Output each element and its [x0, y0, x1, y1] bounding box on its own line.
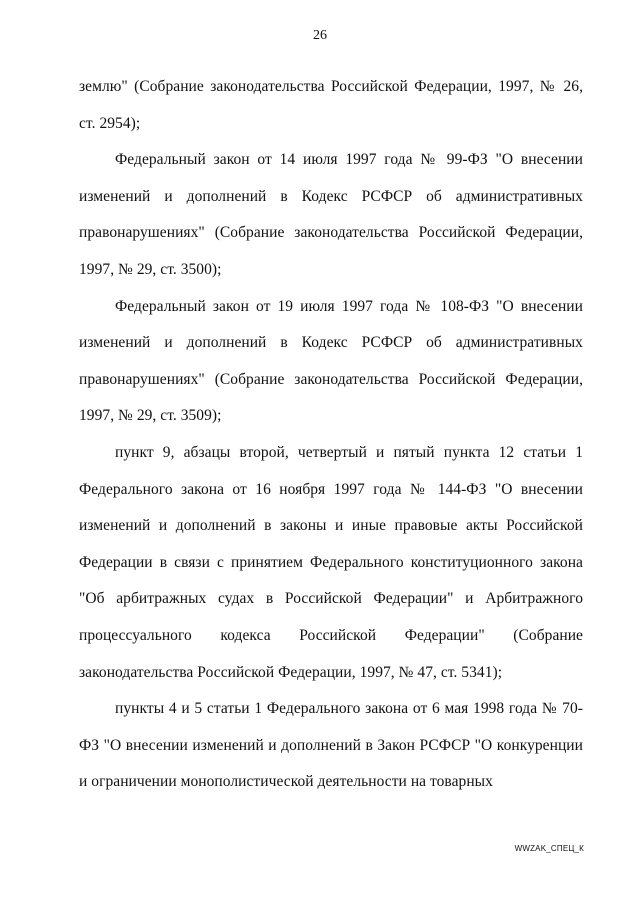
paragraph-law-144-fz: пункт 9, абзацы второй, четвертый и пятый пункта 12 статьи 1 Федерального закона от 16 ноября 1997 года № 144-ФЗ "О внесении изменений и дополнений в законы и иные правовые акты Российской Федерации в связи с принятием Федерального конституционного закона "Об арбитражных судах в Российской Федерации" и Арбитражного процессуального кодекса Российской Федерации" (Собрание законодательства Российской Федерации, 1997, № 47, ст. 5341); — [79, 443, 583, 681]
paragraph-continuation: землю" (Собрание законодательства Российской Федерации, 1997, № 26, ст. 2954); — [79, 78, 583, 132]
paragraph-law-108-fz: Федеральный закон от 19 июля 1997 года № 108-ФЗ "О внесении изменений и дополнений в Кодекс РСФСР об административных правонарушениях" (Собрание законодательства Российской Федерации, 1997, № 29, ст. 3509); — [79, 297, 583, 425]
document-body — [79, 69, 583, 801]
footer-document-code: WWZAK_СПЕЦ_К — [514, 844, 584, 853]
page-number: 26 — [313, 28, 327, 43]
paragraph-law-99-fz: Федеральный закон от 14 июля 1997 года № 99-ФЗ "О внесении изменений и дополнений в Кодекс РСФСР об административных правонарушениях" (Собрание законодательства Российской Федерации, 1997, № 29, ст. 3500); — [79, 151, 583, 278]
paragraph-law-70-fz: пункты 4 и 5 статьи 1 Федерального закона от 6 мая 1998 года № 70-ФЗ "О внесении изменений и дополнений в Закон РСФСР "О конкуренции и ограничении монополистической деятельности на товарных — [79, 700, 583, 791]
